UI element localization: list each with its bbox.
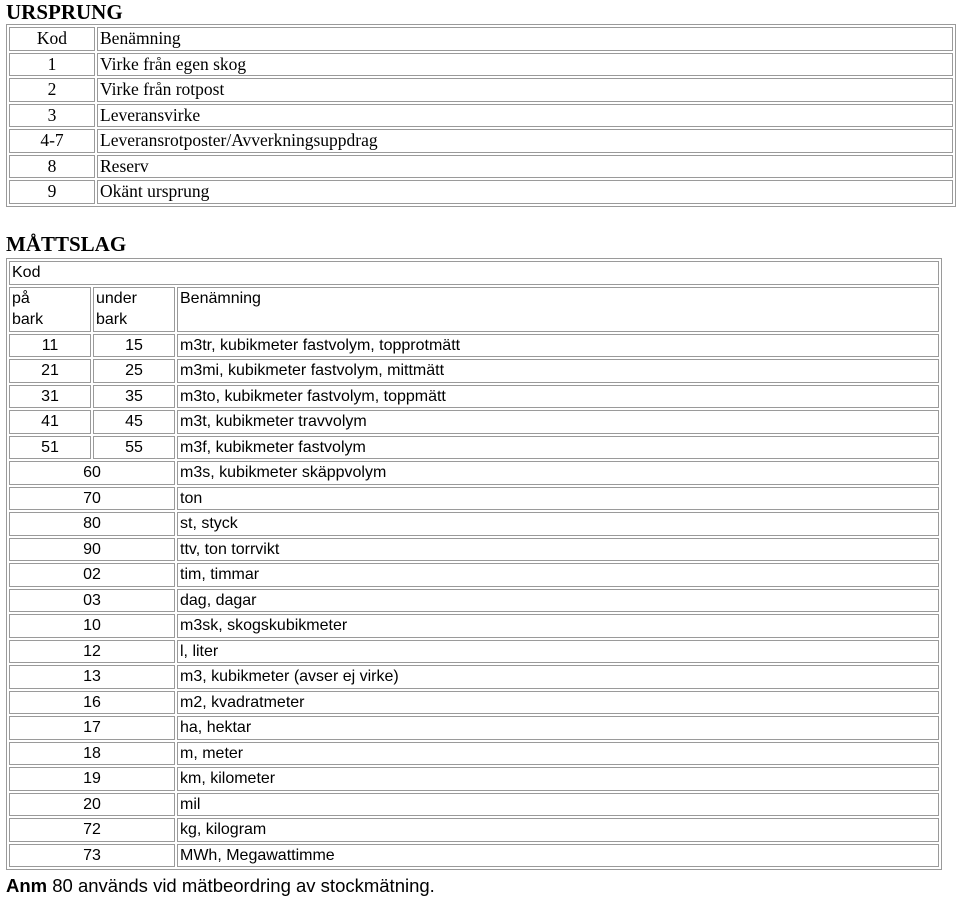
kod-cell: 16: [9, 691, 175, 715]
table-row: [9, 461, 939, 485]
footnote-text: 80 används vid mätbeordring av stockmätning.: [47, 875, 435, 896]
pa-bark-header: på bark: [9, 287, 91, 332]
benamning-cell: Virke från egen skog: [97, 53, 953, 77]
kod-cell: 13: [9, 665, 175, 689]
kod-cell: 8: [9, 155, 95, 179]
kod-cell: 73: [9, 844, 175, 868]
table-row: [9, 487, 939, 511]
table-row: [9, 640, 939, 664]
kod-header: Kod: [9, 261, 939, 285]
table-row: [9, 436, 939, 460]
kod-cell: 02: [9, 563, 175, 587]
benamning-cell: Leveransrotposter/Avverkningsuppdrag: [97, 129, 953, 153]
benamning-cell: l, liter: [177, 640, 939, 664]
pa-bark-cell: 51: [9, 436, 91, 460]
table-row: [9, 742, 939, 766]
table-row: [9, 512, 939, 536]
ursprung-heading: URSPRUNG: [6, 0, 123, 24]
mattslag-table: [6, 258, 942, 870]
table-row: [9, 716, 939, 740]
table-row: [9, 104, 953, 128]
table-row: [9, 589, 939, 613]
table-row: [9, 844, 939, 868]
pa-bark-cell: 11: [9, 334, 91, 358]
kod-cell: 03: [9, 589, 175, 613]
table-row: [9, 334, 939, 358]
benamning-cell: mil: [177, 793, 939, 817]
benamning-cell: m3s, kubikmeter skäppvolym: [177, 461, 939, 485]
under-bark-cell: 15: [93, 334, 175, 358]
ursprung-table: [6, 24, 956, 207]
under-bark-cell: 55: [93, 436, 175, 460]
benamning-cell: m, meter: [177, 742, 939, 766]
kod-header: Kod: [9, 27, 95, 51]
benamning-cell: m3mi, kubikmeter fastvolym, mittmätt: [177, 359, 939, 383]
benamning-cell: ttv, ton torrvikt: [177, 538, 939, 562]
table-row: [9, 818, 939, 842]
kod-cell: 60: [9, 461, 175, 485]
kod-cell: 70: [9, 487, 175, 511]
subheader-row: [9, 287, 939, 332]
benamning-cell: m3f, kubikmeter fastvolym: [177, 436, 939, 460]
benamning-header: Benämning: [177, 287, 939, 332]
footnote: [6, 875, 435, 897]
benamning-cell: m3sk, skogskubikmeter: [177, 614, 939, 638]
kod-header-row: [9, 261, 939, 285]
benamning-cell: Reserv: [97, 155, 953, 179]
benamning-cell: km, kilometer: [177, 767, 939, 791]
kod-cell: 1: [9, 53, 95, 77]
pa-bark-cell: 21: [9, 359, 91, 383]
table-row: [9, 538, 939, 562]
kod-cell: 17: [9, 716, 175, 740]
benamning-cell: ton: [177, 487, 939, 511]
benamning-cell: MWh, Megawattimme: [177, 844, 939, 868]
under-bark-cell: 45: [93, 410, 175, 434]
under-bark-cell: 35: [93, 385, 175, 409]
table-row: [9, 410, 939, 434]
benamning-cell: Virke från rotpost: [97, 78, 953, 102]
kod-cell: 20: [9, 793, 175, 817]
table-row: [9, 53, 953, 77]
under-bark-cell: 25: [93, 359, 175, 383]
benamning-cell: Leveransvirke: [97, 104, 953, 128]
footnote-label: Anm: [6, 875, 48, 896]
table-row: [9, 665, 939, 689]
under-bark-header: under bark: [93, 287, 175, 332]
benamning-cell: tim, timmar: [177, 563, 939, 587]
benamning-cell: ha, hektar: [177, 716, 939, 740]
benamning-cell: kg, kilogram: [177, 818, 939, 842]
kod-cell: 3: [9, 104, 95, 128]
table-row: [9, 691, 939, 715]
kod-cell: 90: [9, 538, 175, 562]
benamning-header: Benämning: [97, 27, 953, 51]
table-row: [9, 385, 939, 409]
table-row: [9, 563, 939, 587]
kod-cell: 9: [9, 180, 95, 204]
benamning-cell: m3tr, kubikmeter fastvolym, topprotmätt: [177, 334, 939, 358]
benamning-cell: dag, dagar: [177, 589, 939, 613]
benamning-cell: m2, kvadratmeter: [177, 691, 939, 715]
table-row: [9, 180, 953, 204]
kod-cell: 12: [9, 640, 175, 664]
benamning-cell: st, styck: [177, 512, 939, 536]
pa-bark-cell: 41: [9, 410, 91, 434]
benamning-cell: m3to, kubikmeter fastvolym, toppmätt: [177, 385, 939, 409]
kod-cell: 10: [9, 614, 175, 638]
benamning-cell: m3t, kubikmeter travvolym: [177, 410, 939, 434]
table-row: [9, 614, 939, 638]
benamning-cell: Okänt ursprung: [97, 180, 953, 204]
table-row: [9, 155, 953, 179]
kod-cell: 2: [9, 78, 95, 102]
kod-cell: 19: [9, 767, 175, 791]
table-row: [9, 359, 939, 383]
table-row: [9, 767, 939, 791]
pa-bark-cell: 31: [9, 385, 91, 409]
table-header-row: [9, 27, 953, 51]
kod-cell: 72: [9, 818, 175, 842]
kod-cell: 4-7: [9, 129, 95, 153]
table-row: [9, 793, 939, 817]
table-row: [9, 78, 953, 102]
mattslag-heading: MÅTTSLAG: [6, 232, 127, 256]
kod-cell: 18: [9, 742, 175, 766]
benamning-cell: m3, kubikmeter (avser ej virke): [177, 665, 939, 689]
table-row: [9, 129, 953, 153]
kod-cell: 80: [9, 512, 175, 536]
